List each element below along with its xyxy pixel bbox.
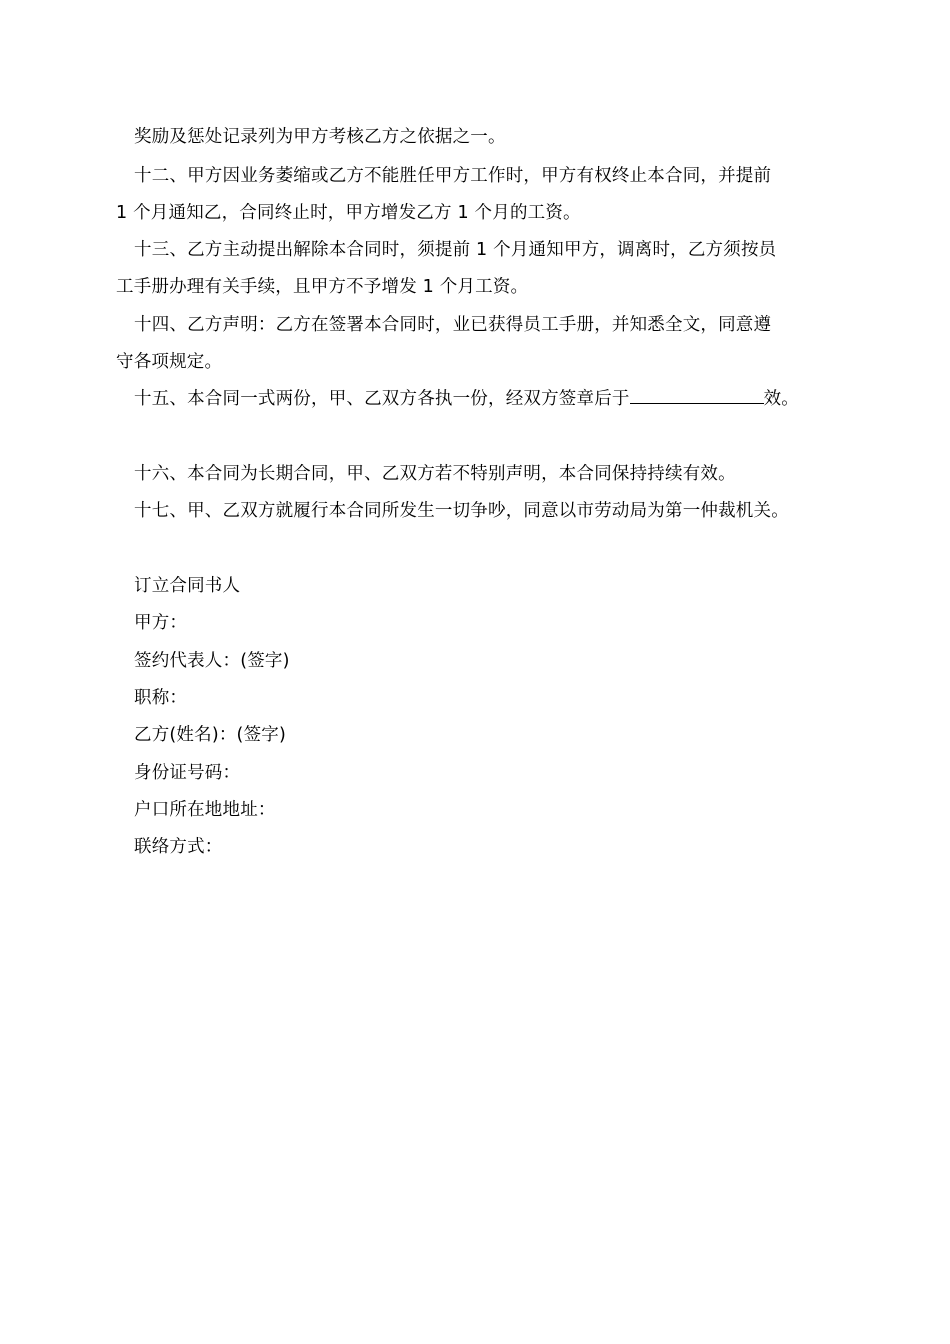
- clause-13-line-1: 十三、乙方主动提出解除本合同时，须提前 1 个月通知甲方，调离时，乙方须按员: [134, 240, 777, 260]
- clause-14-line-1: 十四、乙方声明：乙方在签署本合同时，业已获得员工手册，并知悉全文，同意遵: [134, 315, 772, 335]
- clause-14-line-2: 守各项规定。: [116, 352, 223, 372]
- household-address-label: 户口所在地地址：: [134, 800, 276, 820]
- contact-label: 联络方式：: [134, 837, 223, 857]
- signature-heading: 订立合同书人: [134, 576, 241, 596]
- party-a-label: 甲方：: [134, 613, 188, 633]
- clause-13-line-2: 工手册办理有关手续，且甲方不予增发 1 个月工资。: [116, 277, 529, 297]
- clause-11-continuation: 奖励及惩处记录列为甲方考核乙方之依据之一。: [134, 127, 506, 147]
- clause-17: 十七、甲、乙双方就履行本合同所发生一切争吵，同意以市劳动局为第一仲裁机关。: [134, 501, 789, 521]
- clause-16: 十六、本合同为长期合同，甲、乙双方若不特别声明，本合同保持持续有效。: [134, 464, 736, 484]
- party-b-label: 乙方(姓名)：(签字): [134, 725, 287, 745]
- representative-label: 签约代表人：(签字): [134, 651, 290, 671]
- clause-15-text-after: 效。: [763, 389, 800, 409]
- title-label: 职称：: [134, 688, 188, 708]
- effective-date-blank[interactable]: [630, 387, 764, 404]
- clause-15: [134, 387, 864, 411]
- clause-12-line-1: 十二、甲方因业务萎缩或乙方不能胜任甲方工作时，甲方有权终止本合同，并提前: [134, 166, 772, 186]
- clause-12-line-2: 1 个月通知乙，合同终止时，甲方增发乙方 1 个月的工资。: [116, 203, 581, 223]
- id-number-label: 身份证号码：: [134, 763, 241, 783]
- clause-15-text-before: 十五、本合同一式两份，甲、乙双方各执一份，经双方签章后于: [134, 389, 630, 409]
